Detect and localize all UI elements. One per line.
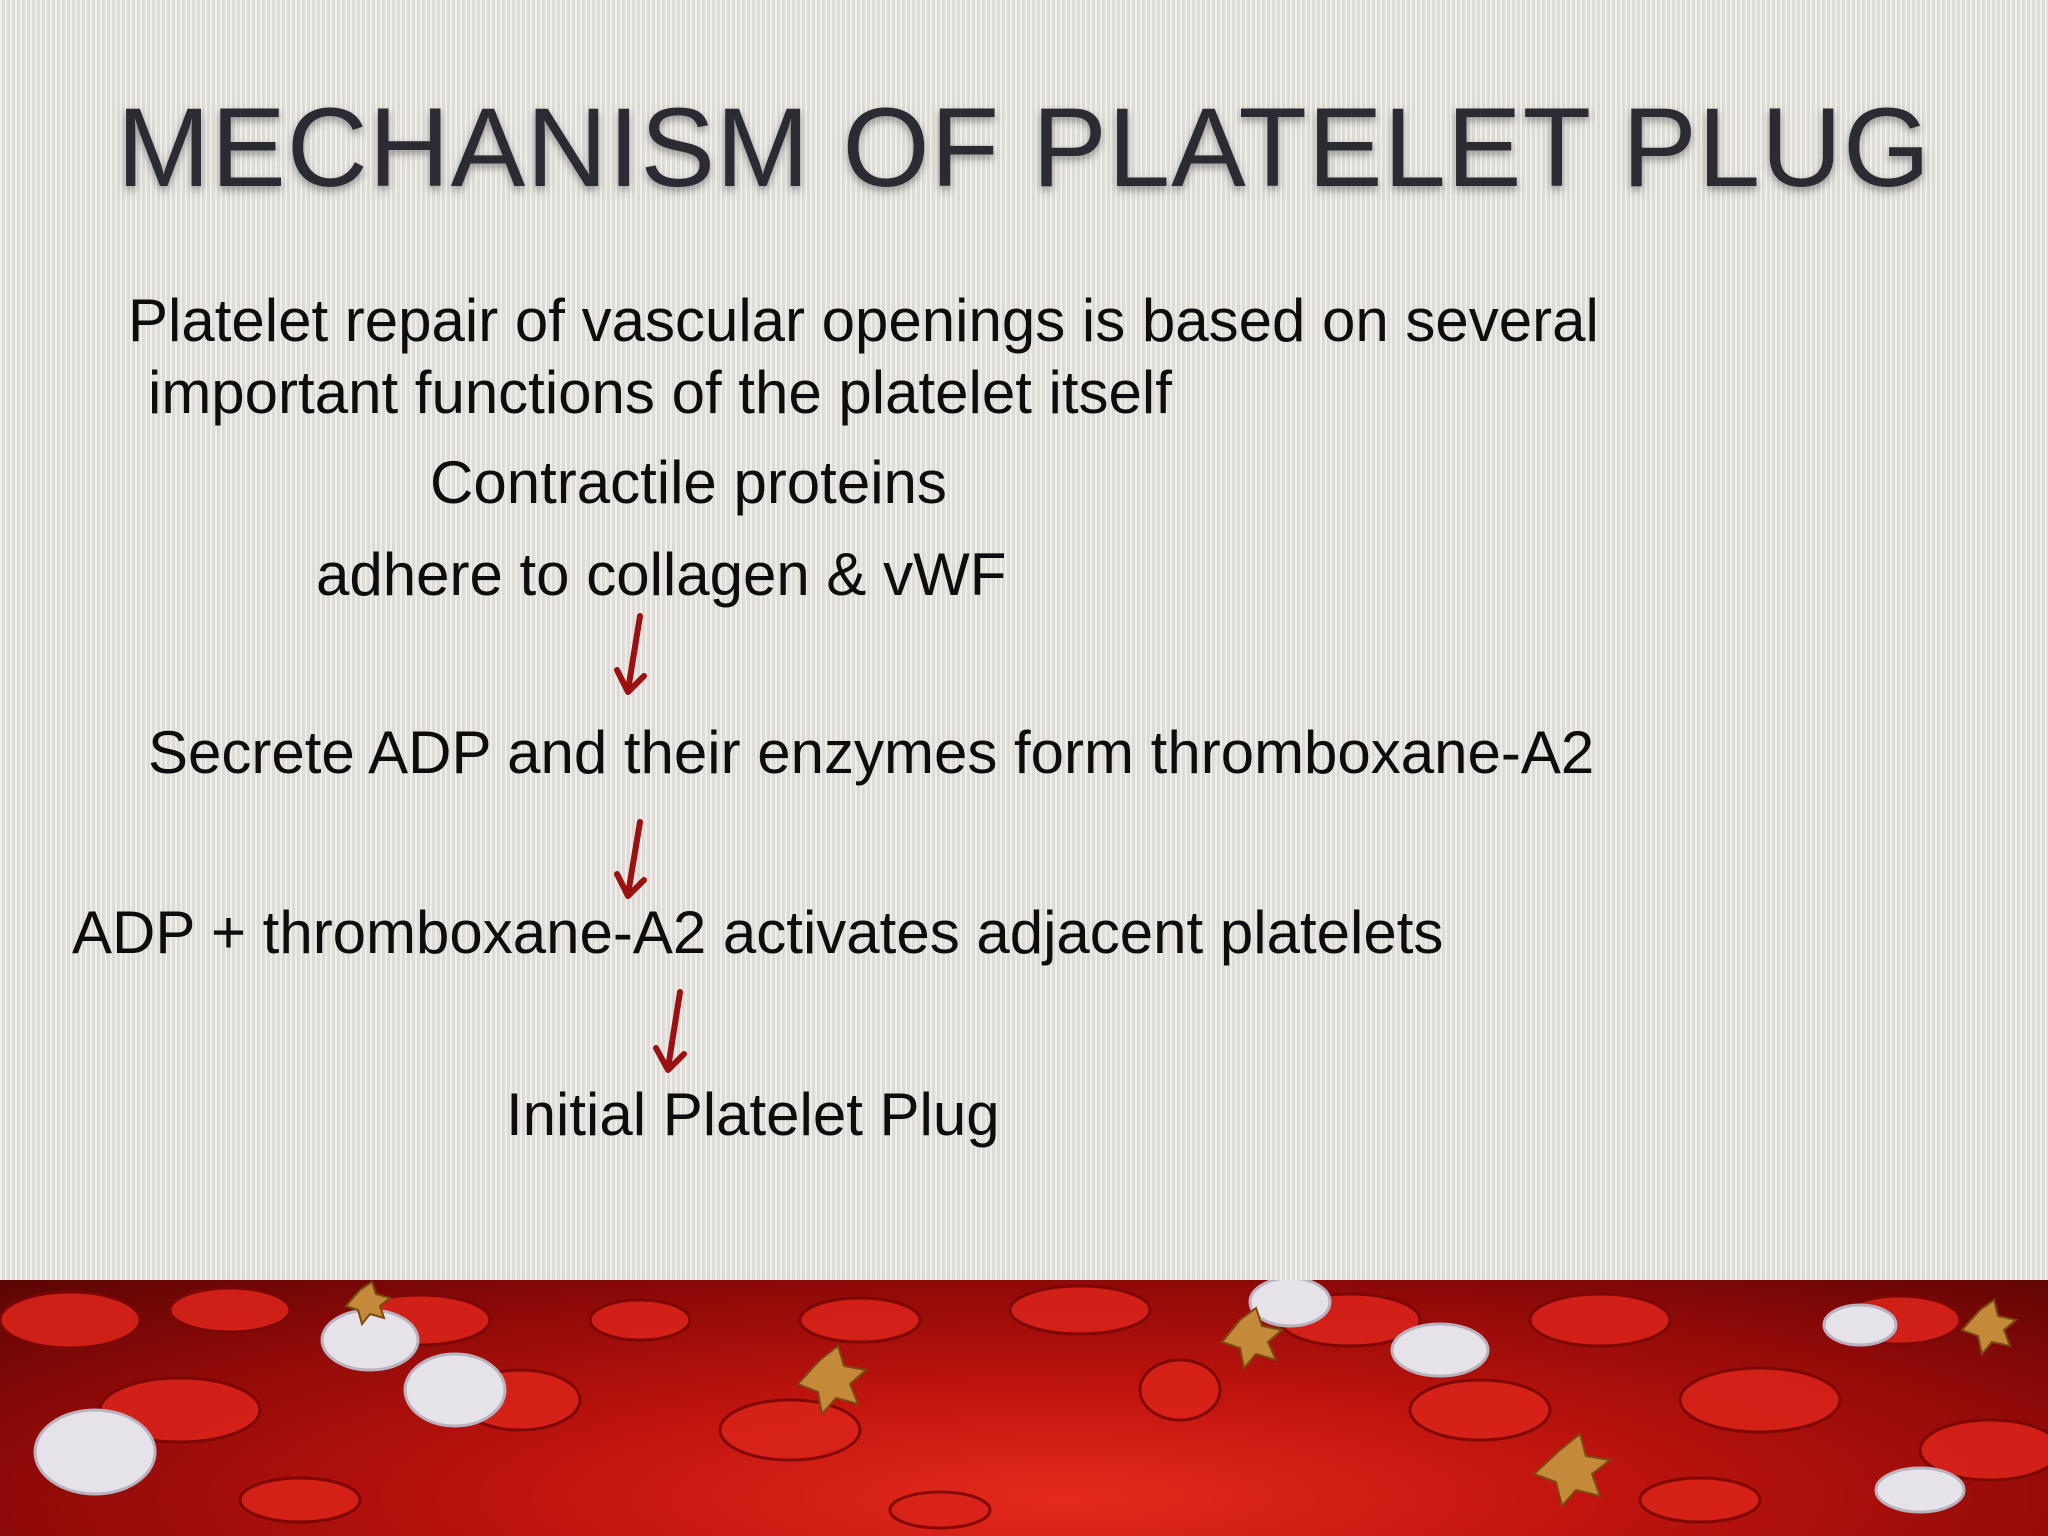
- intro-line-2: important functions of the platelet itself: [148, 359, 1172, 426]
- step-secrete: Secrete ADP and their enzymes form thromboxane-A2: [148, 719, 1595, 786]
- down-arrow-icon: [650, 986, 690, 1076]
- down-arrow-icon: [612, 610, 652, 700]
- intro-line-1: Platelet repair of vascular openings is based on several: [128, 287, 1599, 354]
- step-adhere: adhere to collagen & vWF: [316, 541, 1007, 608]
- step-initial-plug: Initial Platelet Plug: [506, 1081, 1000, 1148]
- step-contractile-proteins: Contractile proteins: [430, 449, 947, 516]
- blood-cells-image: [0, 1280, 2048, 1536]
- slide-title: MECHANISM OF PLATELET PLUG: [116, 85, 1932, 210]
- step-activate: ADP + thromboxane-A2 activates adjacent platelets: [72, 899, 1444, 966]
- down-arrow-icon: [612, 816, 652, 906]
